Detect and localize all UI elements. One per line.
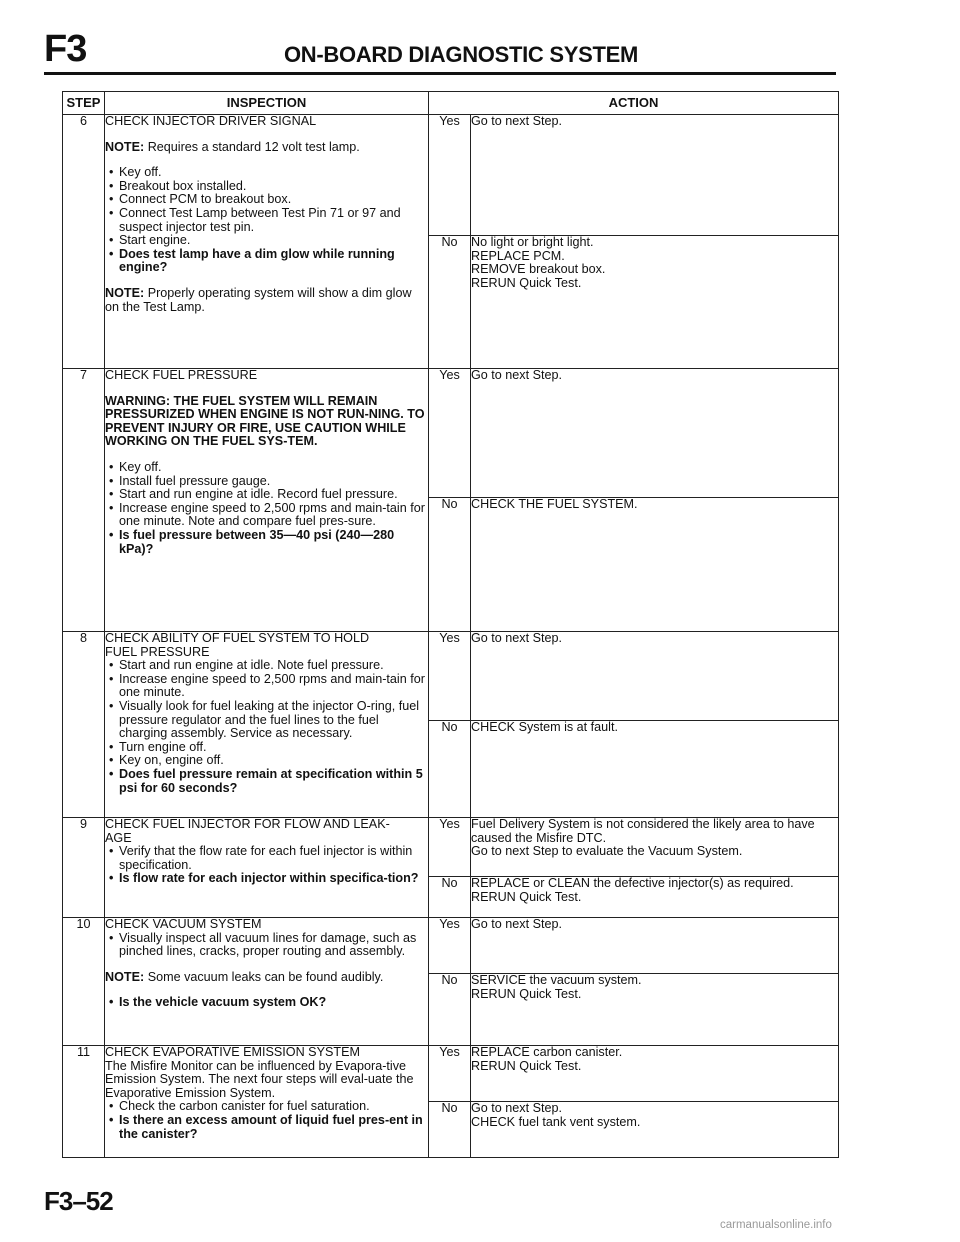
list-item: • Install fuel pressure gauge. — [119, 475, 428, 489]
inspection-cell — [105, 818, 429, 918]
section-code: F3 — [44, 28, 87, 70]
action-text: REPLACE or CLEAN the defective injector(s) as required. RERUN Quick Test. — [471, 876, 794, 904]
no-action — [471, 498, 839, 632]
yes-label: Yes — [429, 1046, 471, 1102]
action-text: SERVICE the vacuum system. RERUN Quick Test. — [471, 973, 642, 1001]
note — [105, 287, 428, 314]
action-text: No light or bright light. REPLACE PCM. REMOVE breakout box. RERUN Quick Test. — [471, 235, 606, 290]
list-item: • Visually look for fuel leaking at the injector O-ring, fuel pressure regulator and the fuel lines to the fuel charging assembly. Service as necessary. — [119, 700, 428, 741]
inspection-bullets — [105, 1100, 428, 1141]
inspection-bullets — [105, 932, 428, 959]
yes-label: Yes — [429, 818, 471, 877]
no-label: No — [429, 1102, 471, 1158]
column-header-inspection: INSPECTION — [105, 92, 429, 115]
action-text: CHECK THE FUEL SYSTEM. — [471, 497, 638, 511]
yes-action — [471, 369, 839, 498]
list-item: • Check the carbon canister for fuel saturation. — [119, 1100, 428, 1114]
table-row — [63, 918, 839, 974]
no-action — [471, 974, 839, 1046]
yes-label: Yes — [429, 632, 471, 721]
inspection-heading: CHECK VACUUM SYSTEM — [105, 917, 262, 931]
yes-label: Yes — [429, 369, 471, 498]
list-item: • Start engine. — [119, 234, 428, 248]
watermark: carmanualsonline.info — [720, 1219, 832, 1231]
inspection-heading: CHECK FUEL INJECTOR FOR FLOW AND LEAK- AGE — [105, 817, 390, 845]
list-item: • Increase engine speed to 2,500 rpms and main-tain for one minute. Note and compare fuel pres-sure. — [119, 502, 428, 529]
action-text: Go to next Step. — [471, 631, 563, 645]
list-item: • Start and run engine at idle. Record fuel pressure. — [119, 488, 428, 502]
inspection-question: • Is there an excess amount of liquid fuel pres-ent in the canister? — [119, 1114, 428, 1141]
yes-action — [471, 1046, 839, 1102]
note-text: Some vacuum leaks can be found audibly. — [147, 969, 384, 984]
inspection-heading: CHECK FUEL PRESSURE — [105, 368, 258, 382]
list-item: • Connect Test Lamp between Test Pin 71 or 97 and suspect injector test pin. — [119, 207, 428, 234]
step-number: 6 — [63, 115, 105, 369]
inspection-bullets — [105, 659, 428, 795]
step-number: 9 — [63, 818, 105, 918]
table-row — [63, 115, 839, 236]
inspection-heading: CHECK INJECTOR DRIVER SIGNAL — [105, 114, 317, 128]
inspection-cell — [105, 918, 429, 1046]
action-text: Fuel Delivery System is not considered the likely area to have caused the Misfire DTC. Go to next Step to evaluate the Vacuum System. — [471, 817, 815, 859]
note-label: NOTE: — [105, 969, 145, 984]
inspection-question: • Does fuel pressure remain at specification within 5 psi for 60 seconds? — [119, 768, 428, 795]
no-label: No — [429, 877, 471, 918]
no-label: No — [429, 236, 471, 369]
page-title: ON-BOARD DIAGNOSTIC SYSTEM — [284, 42, 638, 67]
no-action — [471, 1102, 839, 1158]
action-text: REPLACE carbon canister. RERUN Quick Test. — [471, 1045, 623, 1073]
inspection-cell — [105, 115, 429, 369]
column-header-action: ACTION — [429, 92, 839, 115]
list-item: • Start and run engine at idle. Note fuel pressure. — [119, 659, 428, 673]
inspection-heading: CHECK EVAPORATIVE EMISSION SYSTEM The Misfire Monitor can be influenced by Evapora-tive Emission System. The next four steps will eval-uate the Evaporative Emission System. — [105, 1045, 414, 1100]
note — [105, 971, 428, 985]
table-row — [63, 818, 839, 877]
list-item: • Key on, engine off. — [119, 754, 428, 768]
inspection-bullets — [105, 166, 428, 275]
list-item: • Connect PCM to breakout box. — [119, 193, 428, 207]
note-text: Requires a standard 12 volt test lamp. — [147, 139, 360, 154]
inspection-question: • Does test lamp have a dim glow while running engine? — [119, 248, 428, 275]
action-text: Go to next Step. — [471, 368, 563, 382]
list-item: • Breakout box installed. — [119, 180, 428, 194]
note-label: NOTE: — [105, 139, 145, 154]
action-text: Go to next Step. CHECK fuel tank vent system. — [471, 1101, 641, 1129]
action-text: Go to next Step. — [471, 917, 563, 931]
no-label: No — [429, 498, 471, 632]
action-text: CHECK System is at fault. — [471, 720, 618, 734]
column-header-step: STEP — [63, 92, 105, 115]
inspection-cell — [105, 632, 429, 818]
table-header-row — [63, 92, 839, 115]
step-number: 11 — [63, 1046, 105, 1158]
yes-action — [471, 632, 839, 721]
note-label: NOTE: — [105, 285, 145, 300]
yes-action — [471, 918, 839, 974]
yes-action — [471, 818, 839, 877]
step-number: 7 — [63, 369, 105, 632]
yes-label: Yes — [429, 115, 471, 236]
inspection-question: • Is fuel pressure between 35—40 psi (240—280 kPa)? — [119, 529, 428, 556]
list-item: • Key off. — [119, 166, 428, 180]
step-number: 10 — [63, 918, 105, 1046]
page-header — [44, 28, 836, 75]
yes-label: Yes — [429, 918, 471, 974]
list-item: • Turn engine off. — [119, 741, 428, 755]
yes-action — [471, 115, 839, 236]
page-number: F3–52 — [44, 1186, 113, 1216]
list-item: • Increase engine speed to 2,500 rpms and main-tain for one minute. — [119, 673, 428, 700]
note — [105, 141, 428, 155]
no-label: No — [429, 721, 471, 818]
no-action — [471, 236, 839, 369]
inspection-bullets — [105, 996, 428, 1010]
inspection-question: • Is the vehicle vacuum system OK? — [119, 996, 428, 1010]
diagnostic-table — [62, 91, 839, 1158]
inspection-bullets — [105, 845, 428, 886]
note-text: Properly operating system will show a dim glow on the Test Lamp. — [105, 285, 412, 314]
no-action — [471, 721, 839, 818]
table-row — [63, 369, 839, 498]
step-number: 8 — [63, 632, 105, 818]
inspection-heading: CHECK ABILITY OF FUEL SYSTEM TO HOLD FUEL PRESSURE — [105, 631, 370, 659]
table-row — [63, 632, 839, 721]
inspection-cell — [105, 1046, 429, 1158]
inspection-bullets — [105, 461, 428, 556]
table-row — [63, 1046, 839, 1102]
inspection-question: • Is flow rate for each injector within specifica-tion? — [119, 872, 428, 886]
warning-text: WARNING: THE FUEL SYSTEM WILL REMAIN PRESSURIZED WHEN ENGINE IS NOT RUN-NING. TO PREVENT INJURY OR FIRE, USE CAUTION WHILE WORKING ON THE FUEL SYS-TEM. — [105, 393, 425, 449]
inspection-cell — [105, 369, 429, 632]
no-label: No — [429, 974, 471, 1046]
action-text: Go to next Step. — [471, 114, 563, 128]
list-item: • Verify that the flow rate for each fuel injector is within specification. — [119, 845, 428, 872]
list-item: • Visually inspect all vacuum lines for damage, such as pinched lines, cracks, proper routing and assembly. — [119, 932, 428, 959]
list-item: • Key off. — [119, 461, 428, 475]
no-action — [471, 877, 839, 918]
